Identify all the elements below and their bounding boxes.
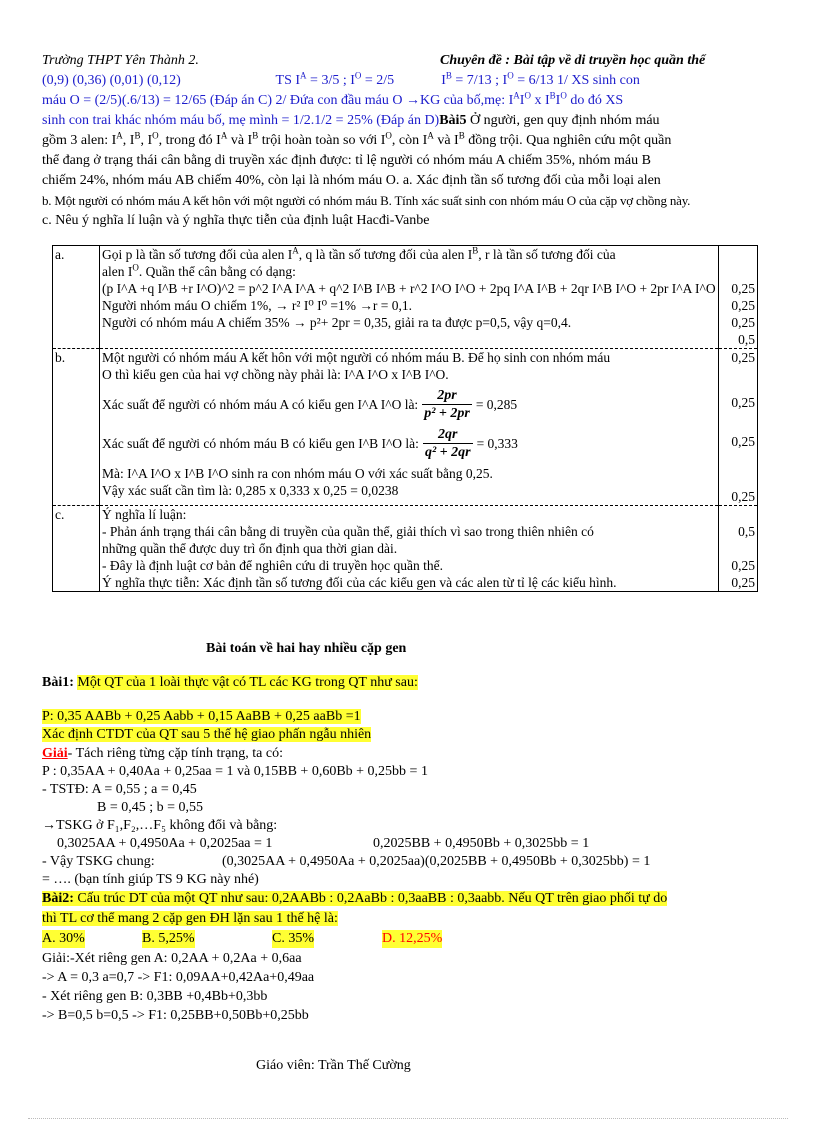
intro-line-8: c. Nêu ý nghĩa lí luận và ý nghĩa thực tiễn của định luật Hacđi-Vanbe — [42, 213, 430, 228]
page-bottom-divider — [28, 1118, 788, 1119]
bai1-g7a: - Vậy TSKG chung: — [42, 854, 155, 869]
intro-line-6: chiếm 24%, nhóm máu AB chiếm 40%, còn lại là nhóm máu O. a. Xác định tần số tương đối của mỗi loại alen — [42, 173, 661, 188]
bai2-option-d: D. 12,25% — [382, 931, 443, 946]
part-a-label: a. — [53, 246, 100, 349]
bai1-p: P: 0,35 AABb + 0,25 Aabb + 0,15 AaBB + 0,25 aaBb =1 — [42, 709, 361, 724]
bai1-g4: B = 0,45 ; b = 0,55 — [97, 800, 204, 815]
bai2-g1: Giải:-Xét riêng gen A: 0,2AA + 0,2Aa + 0,6aa — [42, 951, 302, 966]
bai1-g5: →TSKG ở F₁,F₂,…F₅ không đổi và bằng: — [42, 818, 278, 833]
intro-line-5: thể đang ở trạng thái cân bằng di truyền xác định được: tỉ lệ người có nhóm máu A chiếm 35%, nhóm máu B — [42, 153, 651, 168]
part-b-label: b. — [53, 349, 100, 506]
fraction-2qr: $\frac{2qr}{\text{q² + 2qr}}$ — [424, 427, 471, 460]
bai2-g2: -> A = 0,3 a=0,7 -> F1: 0,09AA+0,42Aa+0,49aa — [42, 970, 315, 985]
part-a-scores: 0,25 0,25 0,25 0,5 — [719, 246, 758, 349]
intro-line-2: máu O = (2/5)(.6/13) = 12/65 (Đáp án C) 2/ Đứa con đầu máu O →KG của bố,mẹ: $I^AI^O$ x $I^BI^O$ do đó XS — [42, 90, 624, 108]
bai2-question-2: thì TL cơ thể mang 2 cặp gen ĐH lặn sau 1 thế hệ là: — [42, 911, 338, 926]
bai1-question: Bài1: Một QT của 1 loài thực vật có TL các KG trong QT như sau: — [42, 675, 418, 690]
bai2-g4: -> B=0,5 b=0,5 -> F1: 0,25BB+0,50Bb+0,25bb — [42, 1008, 309, 1023]
bai1-g3: - TSTĐ: A = 0,55 ; a = 0,45 — [42, 782, 197, 797]
solution-table — [52, 245, 758, 592]
intro-line-4: gồm 3 alen: $I^A$, $I^B$, $I^O$, trong đó $I^A$ và $I^B$ trội hoàn toàn so với $I^O$, còn $I^A$ và $I^B$ đồng trội. Qua nghiên cứu một quần — [42, 130, 672, 148]
bai2-option-b: B. 5,25% — [142, 931, 195, 946]
bai1-g2: P : 0,35AA + 0,40Aa + 0,25aa = 1 và 0,15BB + 0,60Bb + 0,25bb = 1 — [42, 764, 428, 779]
part-c-label: c. — [53, 506, 100, 592]
fraction-2pr: $\frac{2pr}{\text{p² + 2pr}}$ — [424, 388, 470, 421]
part-b-scores: 0,25 0,25 0,25 0,25 — [719, 349, 758, 506]
part-a-content: Gọi p là tần số tương đối của alen $I^A$, q là tần số tương đối của alen $I^B$, r là tần số tương đối của alen $I^O$. Quần thể cân bằng có dạng: (p I^A +q I^B +r I^O)^2 = p^2 I^A I^A + q^2 I^B I^B + r^2 I^O I^O + 2pq I^A I^B + 2qr I^B I^O + 2pr I^A I^O Người nhóm máu O chiếm 1%, → r² I⁰ I⁰ =1% →r = 0,1. Người có nhóm máu A chiếm 35% → p²+ 2pr = 0,35, giải ra ta được p=0,5, vậy q=0,4. — [100, 246, 719, 349]
section-title: Bài toán về hai hay nhiều cặp gen — [206, 641, 407, 656]
bai1-solution-intro: Giải- Tách riêng từng cặp tính trạng, ta có: — [42, 746, 283, 761]
bai1-g8: = …. (bạn tính giúp TS 9 KG này nhé) — [42, 872, 259, 887]
bai1-g6a: 0,3025AA + 0,4950Aa + 0,2025aa = 1 — [57, 836, 273, 851]
bai2-option-c: C. 35% — [272, 931, 314, 946]
intro-line-7: b. Một người có nhóm máu A kết hôn với một người có nhóm máu B. Tính xác suất sinh con nhóm máu O của cặp vợ chồng này. — [42, 193, 691, 208]
part-c-content: Ý nghĩa lí luận: - Phản ánh trạng thái cân bằng di truyền của quần thể, giải thích vì sao trong thiên nhiên có những quần thể được duy trì ổn định qua thời gian dài. - Đây là định luật cơ bản để nghiên cứu di truyền học quần thể. Ý nghĩa thực tiễn: Xác định tần số tương đối của các kiểu gen và các alen từ tỉ lệ các kiểu hình. — [100, 506, 719, 592]
bai2-option-a: A. 30% — [42, 931, 85, 946]
part-c-scores: 0,5 0,25 0,25 — [719, 506, 758, 592]
bai1-g7b: (0,3025AA + 0,4950Aa + 0,2025aa)(0,2025BB + 0,4950Bb + 0,3025bb) = 1 — [222, 854, 651, 869]
bai2-question-1: Bài2: Cấu trúc DT của một QT như sau: 0,2AABb : 0,2AaBb : 0,3aaBB : 0,3aabb. Nếu QT trên giao phối tự do — [42, 891, 668, 906]
school-name: Trường THPT Yên Thành 2. — [42, 53, 199, 68]
bai1-g6b: 0,2025BB + 0,4950Bb + 0,3025bb = 1 — [373, 836, 590, 851]
intro-line-1: (0,9) (0,36) (0,01) (0,12) TS $I^A = 3/5$ ; $I^O = 2/5$ $I^B = 7/13$ ; $I^O = 6/13$ 1/ XS sinh con — [42, 70, 640, 88]
bai2-g3: - Xét riêng gen B: 0,3BB +0,4Bb+0,3bb — [42, 989, 268, 1004]
bai1-q2: Xác định CTDT của QT sau 5 thế hệ giao phấn ngẫu nhiên — [42, 727, 372, 742]
topic-title: Chuyên đề : Bài tập về di truyền học quần thể — [440, 53, 706, 68]
intro-line-3: sinh con trai khác nhóm máu bố, mẹ mình = 1/2.1/2 = 25% (Đáp án D)Bài5 Ở người, gen quy định nhóm máu — [42, 113, 660, 128]
teacher-footer: Giáo viên: Trần Thế Cường — [256, 1058, 411, 1073]
part-b-content: Một người có nhóm máu A kết hôn với một người có nhóm máu B. Để họ sinh con nhóm máu O thì kiểu gen của hai vợ chồng này phải là: I^A I^O x I^B I^O. Xác suất để người có nhóm máu A có kiểu gen I^A I^O là: $\frac{2pr}{\text{p² + 2pr}}$ = 0,285 Xác suất để người có nhóm máu B có kiểu gen I^B I^O là: $\frac{2qr}{\text{q² + 2qr}}$ = 0,333 Mà: I^A I^O x I^B I^O sinh ra con nhóm máu O với xác suất bằng 0,25. Vậy xác suất cần tìm là: 0,285 x 0,333 x 0,25 = 0,0238 — [100, 349, 719, 506]
